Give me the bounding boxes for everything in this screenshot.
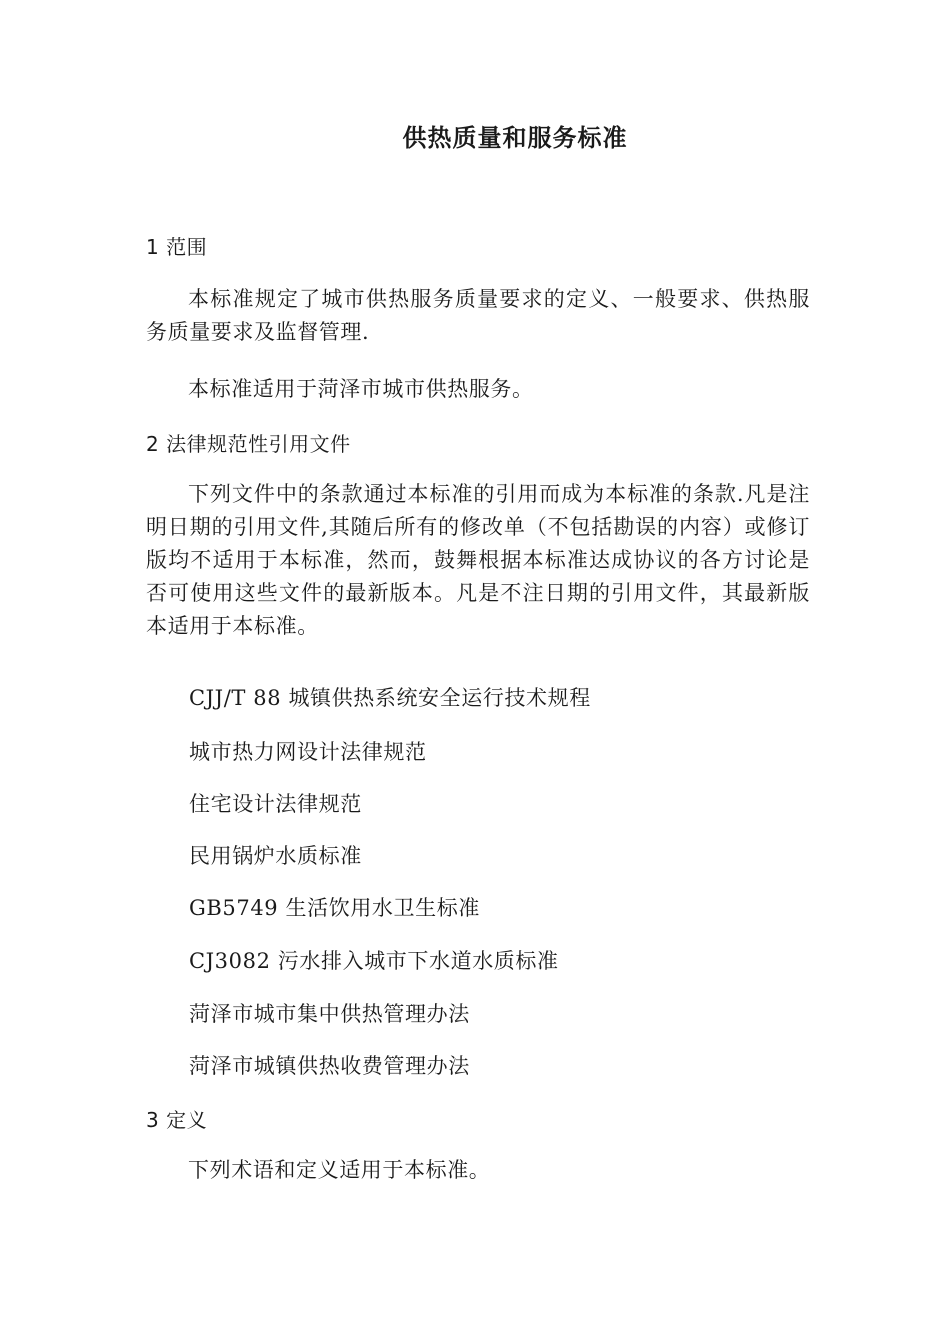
- reference-item: CJJ/T 88 城镇供热系统安全运行技术规程: [189, 686, 591, 710]
- section-heading-normative-references: 2 法律规范性引用文件: [146, 432, 351, 456]
- paragraph-references-intro: 下列文件中的条款通过本标准的引用而成为本标准的条款.凡是注明日期的引用文件,其随后所有的修改单（不包括勘误的内容）或修订版均不适用于本标准，然而，鼓舞根据本标准达成协议的各方讨论是否可使用这些文件的最新版本。凡是不注日期的引用文件，其最新版本适用于本标准。: [146, 482, 810, 638]
- reference-item: 菏泽市城市集中供热管理办法: [189, 1002, 470, 1026]
- document-title: 供热质量和服务标准: [402, 123, 628, 152]
- reference-item: 城市热力网设计法律规范: [189, 740, 427, 764]
- paragraph-scope-definition: 本标准规定了城市供热服务质量要求的定义、一般要求、供热服务质量要求及监督管理.: [146, 287, 810, 344]
- reference-item: 民用锅炉水质标准: [189, 844, 362, 868]
- reference-item: GB5749 生活饮用水卫生标准: [189, 896, 480, 920]
- section-heading-scope: 1 范围: [146, 235, 208, 259]
- paragraph-scope-applicability: 本标准适用于菏泽市城市供热服务。: [188, 377, 534, 401]
- paragraph-definitions-intro: 下列术语和定义适用于本标准。: [188, 1158, 491, 1182]
- reference-item: CJ3082 污水排入城市下水道水质标准: [189, 949, 559, 973]
- reference-item: 菏泽市城镇供热收费管理办法: [189, 1054, 470, 1078]
- reference-item: 住宅设计法律规范: [189, 792, 362, 816]
- section-heading-definitions: 3 定义: [146, 1108, 208, 1132]
